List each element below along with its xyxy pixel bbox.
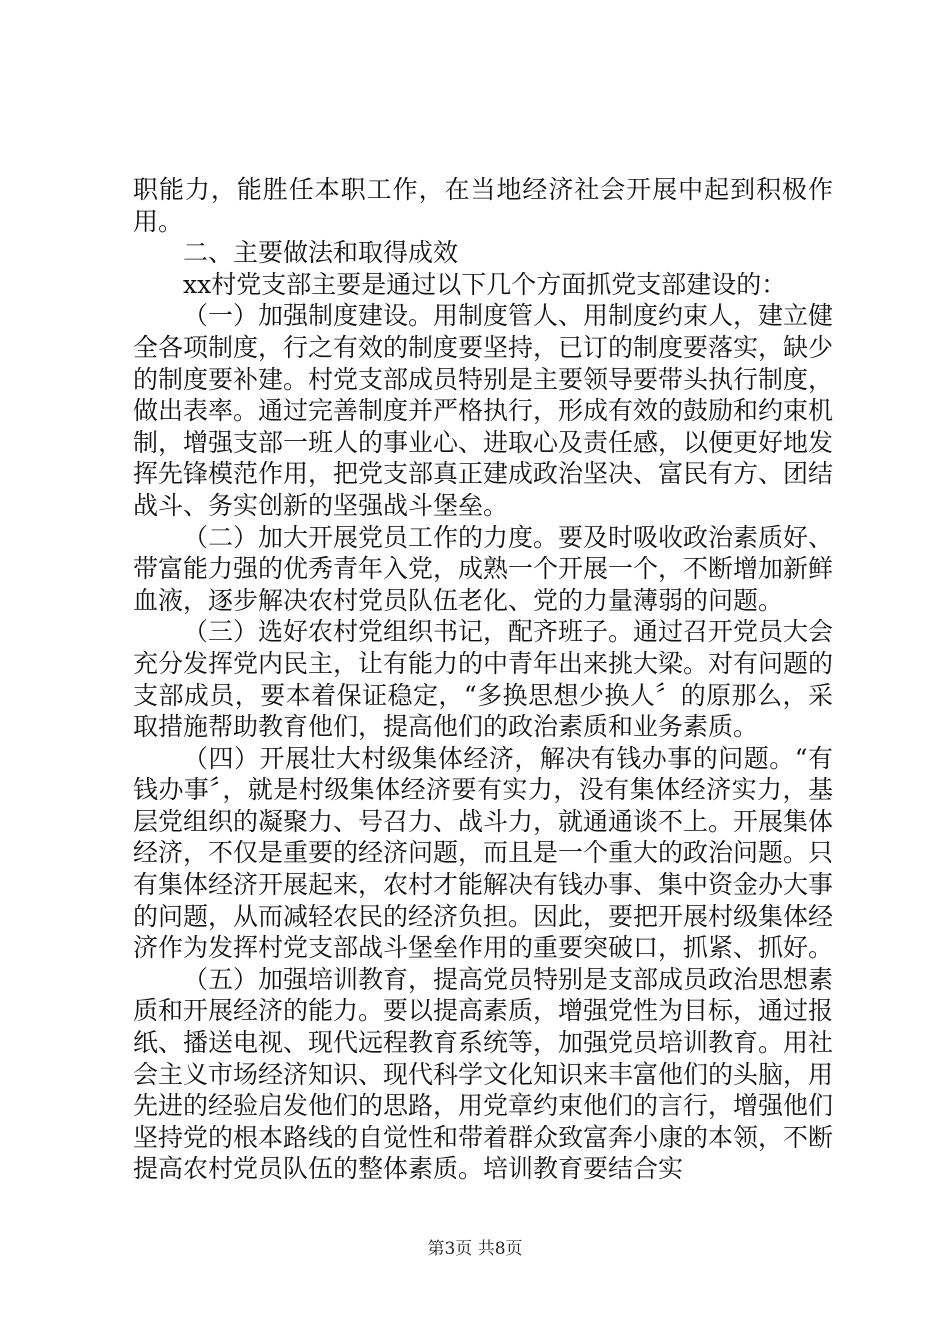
paragraph-item-2: （二）加大开展党员工作的力度。要及时吸收政治素质好、带富能力强的优秀青年入党，成熟一个开展一个，不断增加新鲜血液，逐步解决农村党员队伍老化、党的力量薄弱的问题。	[133, 522, 834, 615]
paragraph-item-1: （一）加强制度建设。用制度管人、用制度约束人，建立健全各项制度，行之有效的制度要坚持，已订的制度要落实，缺少的制度要补建。村党支部成员特别是主要领导要带头执行制度，做出表率。通过完善制度并严格执行，形成有效的鼓励和约束机制，增强支部一班人的事业心、进取心及责任感，以便更好地发挥先锋模范作用，把党支部真正建成政治坚决、富民有方、团结战斗、务实创新的坚强战斗堡垒。	[133, 301, 834, 520]
section-heading: 二、主要做法和取得成效	[183, 238, 459, 268]
paragraph-item-4: （四）开展壮大村级集体经济，解决有钱办事的问题。“有钱办事〞，就是村级集体经济要有实力，没有集体经济实力，基层党组织的凝聚力、号召力、战斗力，就通通谈不上。开展集体经济，不仅是重要的经济问题，而且是一个重大的政治问题。只有集体经济开展起来，农村才能解决有钱办事、集中资金办大事的问题，从而减轻农民的经济负担。因此，要把开展村级集体经济作为发挥村党支部战斗堡垒作用的重要突破口，抓紧、抓好。	[133, 743, 834, 963]
page-number-label: 第3页 共8页	[427, 1239, 523, 1259]
paragraph-intro: xx村党支部主要是通过以下几个方面抓党支部建设的：	[183, 269, 787, 299]
document-body	[133, 174, 833, 1185]
paragraph-item-3: （三）选好农村党组织书记，配齐班子。通过召开党员大会充分发挥党内民主，让有能力的中青年出来挑大梁。对有问题的支部成员，要本着保证稳定，“多换思想少换人〞的原那么，采取措施帮助教育他们，提高他们的政治素质和业务素质。	[133, 617, 834, 742]
paragraph-continuation: 职能力，能胜任本职工作，在当地经济社会开展中起到积极作用。	[133, 175, 833, 236]
paragraph-item-5: （五）加强培训教育，提高党员特别是支部成员政治思想素质和开展经济的能力。要以提高素质，增强党性为目标，通过报纸、播送电视、现代远程教育系统等，加强党员培训教育。用社会主义市场经济知识、现代科学文化知识来丰富他们的头脑，用先进的经验启发他们的思路，用党章约束他们的言行，增强他们坚持党的根本路线的自觉性和带着群众致富奔小康的本领，不断提高农村党员队伍的整体素质。培训教育要结合实	[133, 964, 834, 1184]
page-footer	[0, 1234, 950, 1259]
